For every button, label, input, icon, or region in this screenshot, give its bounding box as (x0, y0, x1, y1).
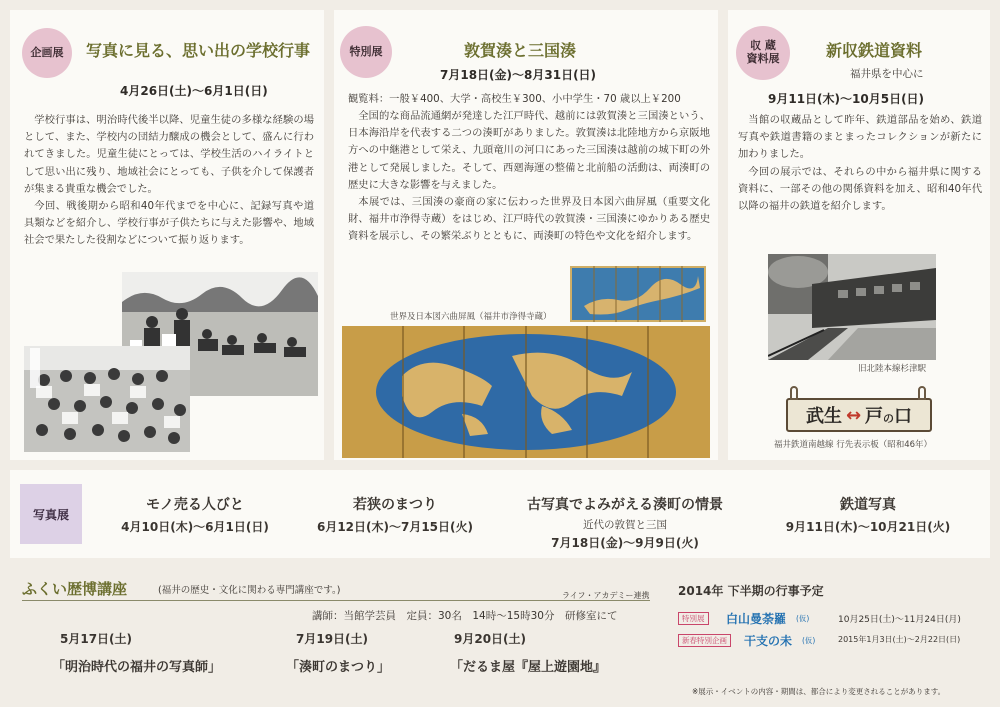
lecture-date: 5月17日(土) (60, 632, 133, 646)
sign-char: の (883, 412, 895, 425)
exhibit-title: 敦賀湊と三国湊 (464, 41, 577, 60)
exhibit-panel-school-events (10, 10, 324, 460)
map-caption: 世界及日本図六曲屏風（福井市浄得寺蔵） (390, 312, 552, 322)
photo-exhibit-date: 6月12日(木)～7月15日(火) (316, 520, 474, 534)
exhibit-description (24, 112, 314, 250)
schedule-name: 干支の未 (744, 634, 793, 648)
lecture-details: 講師：当館学芸員 定員：30名 14時～15時30分 研修室にて (312, 610, 618, 622)
paragraph: 本展では、三国湊の豪商の家に伝わった世界及日本図六曲屏風（重要文化財、福井市浄得寺蔵）をはじめ、江戸時代の敦賀湊・三国湊にゆかりある歴史資料を展示し、その繁栄ぶりとともに、両湊町の特色や文化を紹介します。 (348, 196, 710, 243)
exhibit-date: 7月18日(金)～8月31日(日) (440, 68, 597, 82)
japan-map-screen (570, 266, 706, 322)
exhibit-title: 写真に見る、思い出の学校行事 (86, 41, 311, 60)
exhibit-description (738, 112, 982, 215)
sign-text-left: 武生 (805, 406, 842, 427)
photo-exhibit-date: 4月10日(木)～6月1日(日) (121, 520, 269, 534)
photo-exhibit-title: 古写真でよみがえる湊町の情景 (527, 497, 723, 513)
lecture-name: 「明治時代の福井の写真師」 (52, 660, 222, 675)
exhibit-type-badge: 特別展 (340, 26, 392, 78)
schedule-date: 10月25日(土)～11月24日(月) (838, 615, 961, 625)
destination-sign (786, 398, 932, 432)
photo-exhibit-date: 7月18日(金)～9月9日(火) (551, 536, 699, 550)
photo-exhibit-date: 9月11日(木)～10月21日(火) (785, 520, 951, 534)
world-map-screen (342, 326, 710, 458)
lecture-name: 「湊町のまつり」 (286, 660, 391, 675)
photo-exhibit-item (510, 494, 740, 551)
train-caption: 旧北陸本線杉津駅 (858, 364, 927, 374)
schedule-row (678, 632, 988, 648)
photo-exhibits-band (10, 470, 990, 558)
sign-char: 戸 (865, 406, 884, 427)
exhibit-panel-ports (334, 10, 718, 460)
admission-fee: 観覧料：一般￥400、大学・高校生￥300、小中学生・70 歳以上￥200 (348, 93, 681, 105)
schedule-suffix: (仮) (796, 614, 810, 623)
sign-caption: 福井鉄道南越線 行先表示板（昭和46年） (774, 440, 933, 450)
lecture-partner: ライフ・アカデミー連携 (562, 591, 650, 600)
sign-hook (918, 386, 926, 400)
paragraph: 学校行事は、明治時代後半以降、児童生徒の多様な経験の場として、また、学校内の団結力醸成の機会として、盛んに行われてきました。児童生徒にとっては、学校生活のハイライトとして思い出に残り、地域社会にとっても、子供を介して保護者が集まる貴重な機会でした。 (24, 114, 314, 195)
paragraph: 今回、戦後期から昭和40年代までを中心に、記録写真や道具類などを紹介し、学校行事が子供たちに与えた影響や、地域社会で果たした役割などについて振り返ります。 (24, 200, 314, 247)
paragraph: 今回の展示では、それらの中から福井県に関する資料に、一部その他の関係資料を加え、昭和40年代以降の福井の鉄道を紹介します。 (738, 165, 982, 213)
sign-char: 口 (894, 406, 913, 427)
lecture-section (10, 568, 660, 698)
title-underline (22, 600, 650, 601)
sign-hook (790, 386, 798, 400)
exhibit-type-badge (736, 26, 790, 80)
photo-exhibit-badge: 写真展 (20, 484, 82, 544)
photo-exhibit-title: モノ売る人びと (146, 497, 244, 513)
lecture-subtitle: (福井の歴史・文化に関わる専門講座です。) (158, 585, 341, 596)
lecture-date: 9月20日(土) (454, 632, 527, 646)
schedule-tag: 新春特別企画 (678, 634, 731, 647)
lecture-name: 「だるま屋『屋上遊園地』 (450, 660, 607, 675)
schedule-row (678, 610, 988, 626)
photo-exhibit-item (310, 494, 480, 535)
exhibit-description (348, 108, 710, 246)
exhibit-date: 4月26日(土)～6月1日(日) (120, 84, 268, 98)
school-event-photo (24, 346, 190, 452)
exhibit-title: 新収鉄道資料 (826, 41, 923, 60)
arrow-icon: ↔ (845, 404, 862, 426)
schedule-section (672, 574, 990, 684)
exhibit-panel-railway (728, 10, 990, 460)
lecture-date: 7月19日(土) (296, 632, 369, 646)
badge-line: 収 蔵 (750, 39, 776, 53)
paragraph: 全国的な商品流通網が発達した江戸時代、越前には敦賀湊と三国湊という、日本海沿岸を代表する二つの湊町がありました。敦賀湊は北陸地方から京阪地方への中継港として栄え、九頭竜川の河口にあった三国湊は越前の城下町の外港として発展しました。そして、西廻海運の整備と北前船の活動は、両湊町の歴史に大きな影響を与えました。 (348, 110, 710, 191)
badge-line: 資料展 (746, 52, 780, 65)
photo-exhibit-title: 若狭のまつり (353, 497, 437, 513)
exhibit-type-badge: 企画展 (22, 28, 72, 78)
exhibit-subtitle: 福井県を中心に (850, 68, 924, 80)
photo-exhibit-title: 鉄道写真 (840, 497, 896, 513)
photo-exhibit-subtitle: 近代の敦賀と三国 (583, 519, 667, 531)
footnote: ※展示・イベントの内容・期間は、都合により変更されることがあります。 (692, 687, 946, 696)
schedule-name: 白山曼荼羅 (726, 612, 787, 626)
exhibit-date: 9月11日(木)～10月5日(日) (768, 92, 925, 106)
paragraph: 当館の収蔵品として昨年、鉄道部品を始め、鉄道写真や鉄道書籍のまとまったコレクションが新たに加わりました。 (738, 114, 982, 161)
schedule-date: 2015年1月3日(土)～2月22日(日) (838, 635, 961, 644)
lecture-title: ふくい歴博講座 (22, 580, 128, 598)
train-photo (768, 254, 936, 360)
sign-text-right (865, 402, 912, 428)
photo-exhibit-item (110, 494, 280, 535)
schedule-tag: 特別展 (678, 612, 709, 625)
photo-exhibit-item (778, 494, 958, 535)
schedule-title: 2014年 下半期の行事予定 (678, 584, 824, 598)
schedule-suffix: (仮) (802, 636, 816, 645)
